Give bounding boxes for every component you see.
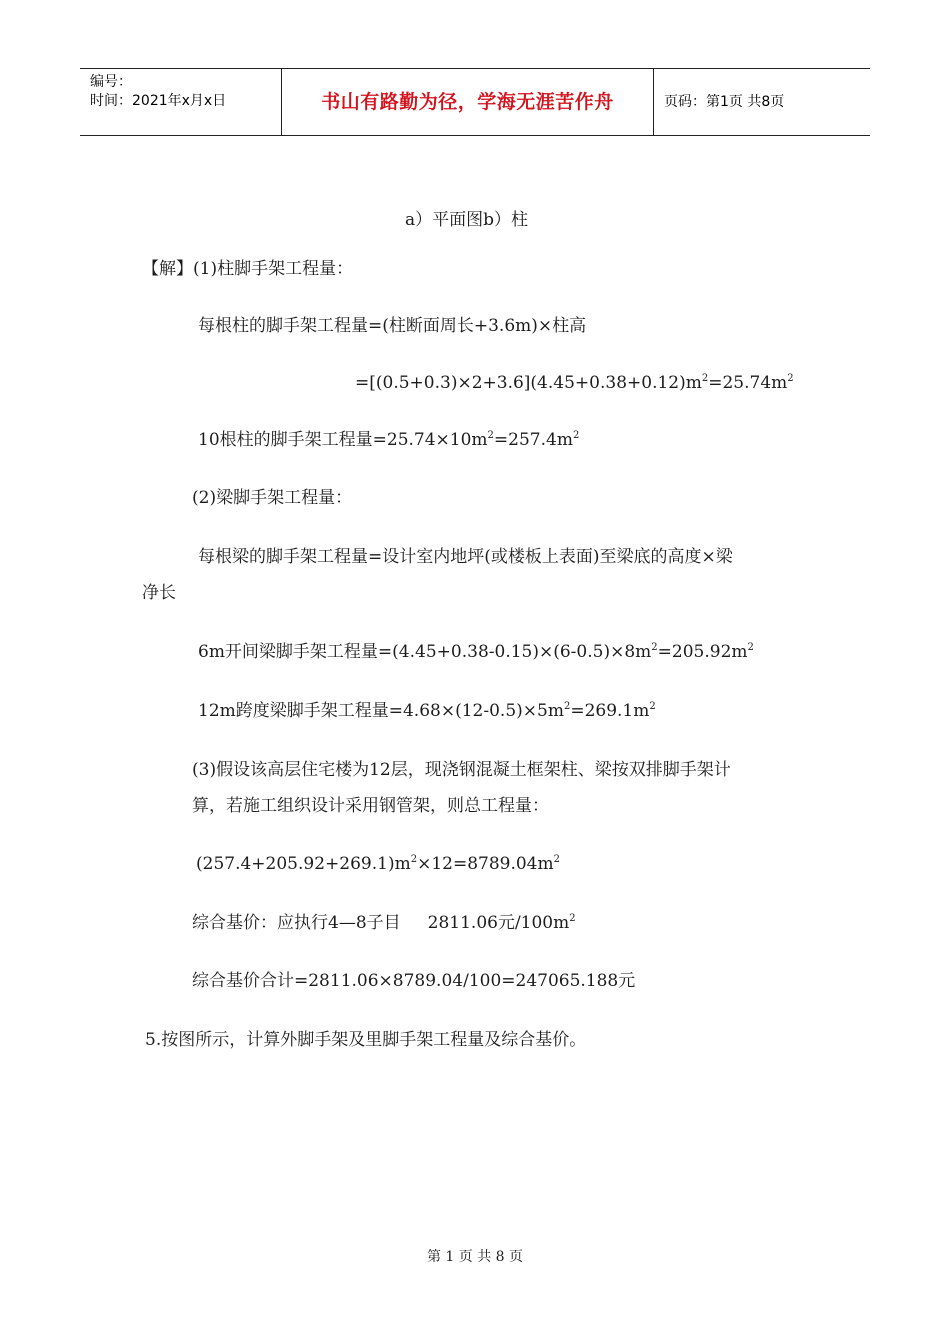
figure-caption: a）平面图b）柱	[405, 210, 529, 230]
header-table	[80, 68, 870, 136]
total-quantity-expr: (257.4+205.92+269.1)m	[196, 854, 411, 874]
column-total-line	[198, 429, 579, 451]
document-date: 时间：2021年x月x日	[90, 93, 227, 109]
base-price-line	[192, 912, 576, 934]
total-quantity-result: ×12=8789.04m	[417, 854, 554, 874]
beam-formula-line-1: 每根梁的脚手架工程量=设计室内地坪(或楼板上表面)至梁底的高度×梁	[198, 547, 733, 567]
beam-6m-line	[198, 641, 754, 663]
beam-6m-result: =205.92m	[657, 642, 748, 662]
assumption-line-1: (3)假设该高层住宅楼为12层，现浇钢混凝土框架柱、梁按双排脚手架计	[192, 760, 731, 780]
superscript-2: 2	[651, 642, 658, 653]
base-price-text: 综合基价：应执行4—8子目 2811.06元/100m	[192, 913, 570, 933]
superscript-2: 2	[487, 430, 494, 441]
total-quantity-line	[196, 853, 560, 875]
column-total-result: =257.4m	[493, 430, 573, 450]
superscript-2: 2	[553, 854, 560, 865]
superscript-2: 2	[701, 373, 709, 384]
beam-title: (2)梁脚手架工程量：	[192, 488, 353, 508]
superscript-2: 2	[747, 642, 754, 653]
superscript-2: 2	[787, 373, 794, 384]
superscript-2: 2	[410, 854, 418, 865]
header-motto: 书山有路勤为径，学海无涯苦作舟	[282, 69, 654, 135]
page-footer: 第 1 页 共 8 页	[426, 1249, 524, 1265]
header-page-info: 页码：第1页 共8页	[664, 94, 785, 110]
beam-12m-result: =269.1m	[570, 701, 650, 721]
assumption-line-2: 算，若施工组织设计采用钢管架，则总工程量：	[192, 796, 549, 816]
column-formula-result: =25.74m	[708, 373, 788, 393]
solution-title: 【解】(1)柱脚手架工程量：	[142, 259, 354, 279]
column-formula-line-1: 每根柱的脚手架工程量=(柱断面周长+3.6m)×柱高	[198, 316, 587, 336]
base-price-total: 综合基价合计=2811.06×8789.04/100=247065.188元	[192, 971, 636, 991]
beam-6m-expr: 6m开间梁脚手架工程量=(4.45+0.38-0.15)×(6-0.5)×8m	[198, 642, 652, 662]
beam-12m-expr: 12m跨度梁脚手架工程量=4.68×(12-0.5)×5m	[198, 701, 564, 721]
beam-12m-line	[198, 700, 656, 722]
superscript-2: 2	[569, 913, 576, 924]
beam-formula-line-1-cont: 净长	[142, 583, 176, 603]
superscript-2: 2	[572, 430, 580, 441]
superscript-2: 2	[563, 701, 571, 712]
question-5: 5.按图所示，计算外脚手架及里脚手架工程量及综合基价。	[145, 1030, 587, 1050]
column-total-expr: 10根柱的脚手架工程量=25.74×10m	[198, 430, 488, 450]
column-formula-line-2	[355, 372, 794, 394]
document-number: 编号：	[90, 74, 132, 90]
superscript-2: 2	[649, 701, 656, 712]
column-formula-expr: =[(0.5+0.3)×2+3.6](4.45+0.38+0.12)m	[355, 373, 702, 393]
header-meta	[80, 69, 282, 135]
